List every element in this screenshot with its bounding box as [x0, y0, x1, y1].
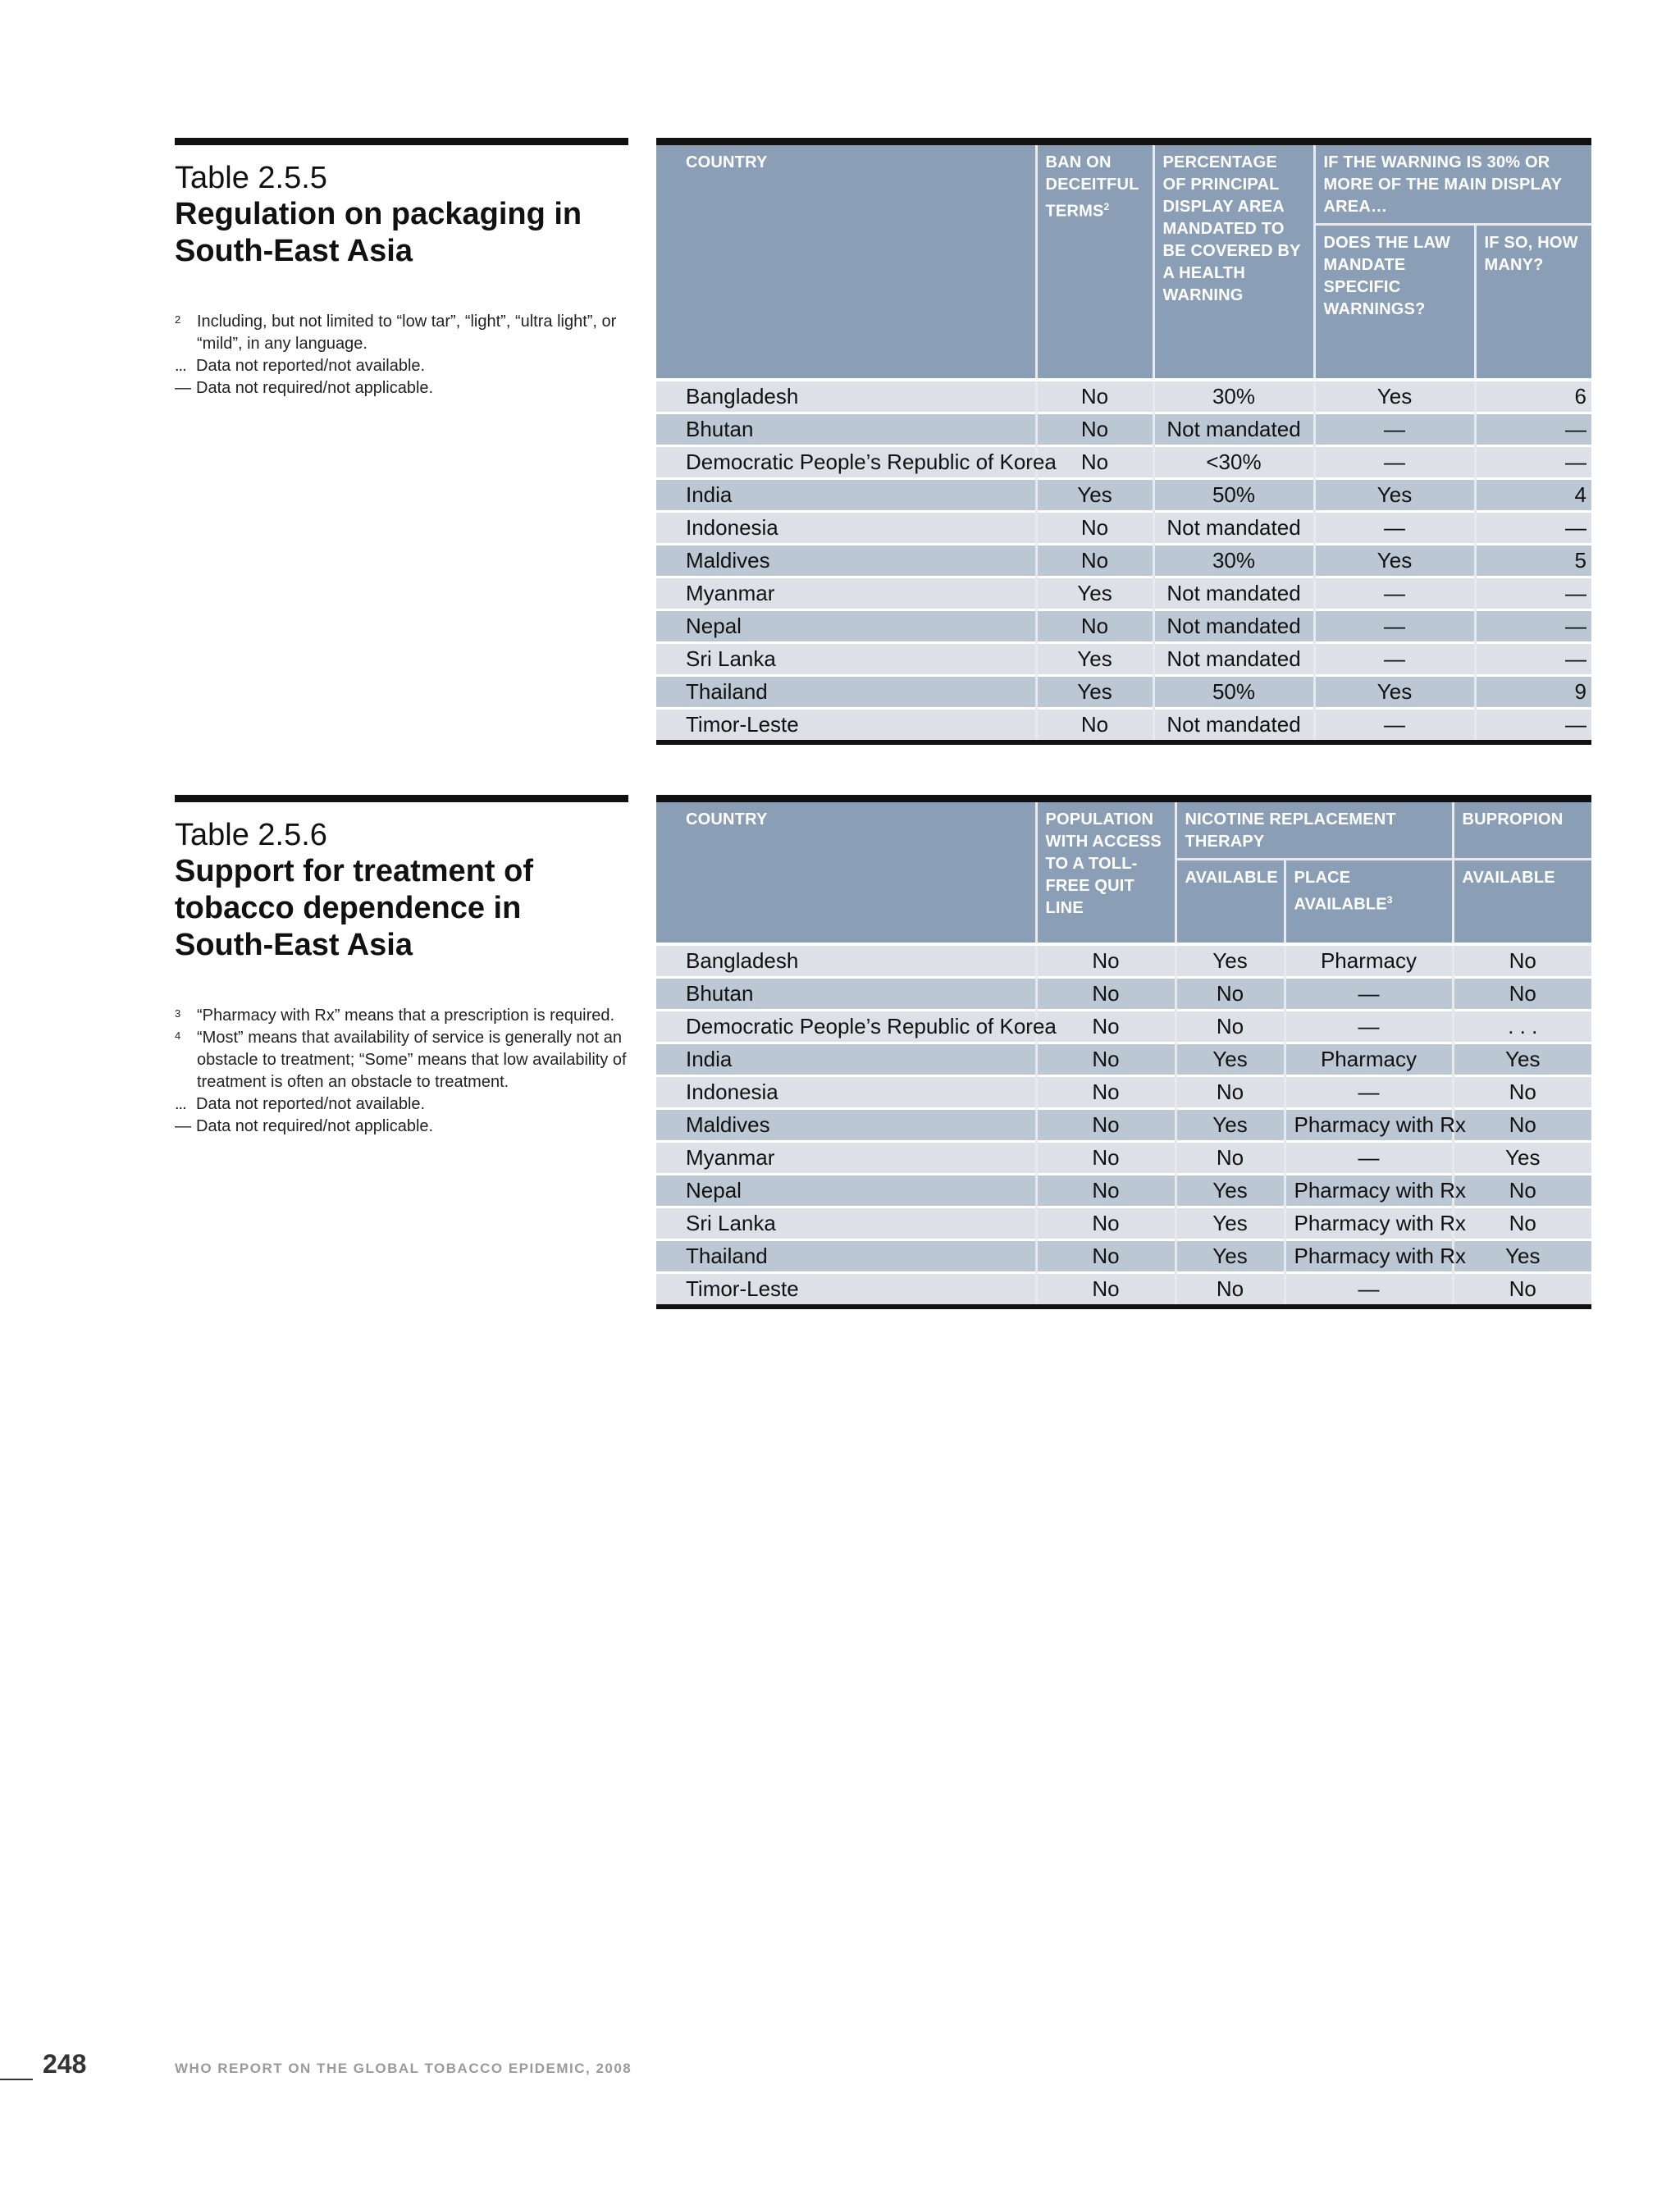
- cell-count: —: [1475, 709, 1591, 741]
- column-header-percentage: PERCENTAGE OF PRINCIPAL DISPLAY AREA MANDATED TO BE COVERED BY A HEALTH WARNING: [1153, 145, 1314, 380]
- cell-count: —: [1475, 610, 1591, 643]
- cell-bupropion: Yes: [1453, 1240, 1591, 1273]
- cell-ban: No: [1036, 380, 1153, 413]
- cell-place: Pharmacy with Rx: [1285, 1240, 1453, 1273]
- table-number: Table 2.5.6: [175, 818, 327, 852]
- cell-nrt: Yes: [1176, 1043, 1285, 1076]
- table-row: [656, 1076, 1591, 1109]
- cell-quitline: No: [1036, 944, 1176, 978]
- cell-specific: —: [1314, 446, 1475, 479]
- column-group-header-warning: IF THE WARNING IS 30% OR MORE OF THE MAIN DISPLAY AREA…: [1314, 145, 1591, 225]
- cell-country: India: [656, 1043, 1036, 1076]
- table-row: [656, 413, 1591, 446]
- cell-quitline: No: [1036, 1142, 1176, 1175]
- cell-nrt: No: [1176, 978, 1285, 1011]
- column-header-place-available: [1285, 860, 1453, 945]
- table-row: [656, 1109, 1591, 1142]
- cell-country: Bangladesh: [656, 944, 1036, 978]
- footnote-text: Data not reported/not available.: [196, 357, 426, 375]
- column-group-header-nrt: NICOTINE REPLACEMENT THERAPY: [1176, 802, 1453, 860]
- cell-bupropion: Yes: [1453, 1142, 1591, 1175]
- footnote-text: “Most” means that availability of service is generally not an obstacle to treatment; “Some” means that low availability of treatment is often an obstacle to treatment.: [197, 1029, 627, 1091]
- footnote: [175, 311, 628, 355]
- page-number: 248: [43, 2049, 87, 2079]
- footnote-mark: 2: [175, 313, 181, 326]
- cell-country: Myanmar: [656, 577, 1036, 610]
- cell-specific: —: [1314, 512, 1475, 545]
- cell-count: —: [1475, 512, 1591, 545]
- cell-specific: Yes: [1314, 676, 1475, 709]
- cell-ban: Yes: [1036, 676, 1153, 709]
- cell-count: —: [1475, 446, 1591, 479]
- table-2-5-6-caption: [175, 795, 628, 1138]
- cell-quitline: No: [1036, 1043, 1176, 1076]
- cell-bupropion: . . .: [1453, 1011, 1591, 1043]
- footnote-text: Data not reported/not available.: [196, 1095, 426, 1113]
- cell-percentage: 50%: [1153, 676, 1314, 709]
- footnote-ref: 2: [1103, 201, 1110, 212]
- cell-count: —: [1475, 577, 1591, 610]
- footnote: [175, 377, 628, 399]
- cell-place: —: [1285, 1076, 1453, 1109]
- cell-country: Indonesia: [656, 512, 1036, 545]
- cell-specific: Yes: [1314, 545, 1475, 577]
- cell-nrt: No: [1176, 1142, 1285, 1175]
- cell-percentage: Not mandated: [1153, 709, 1314, 741]
- cell-specific: —: [1314, 709, 1475, 741]
- footnote: [175, 1093, 628, 1116]
- table-row: [656, 1273, 1591, 1305]
- column-header-bupropion-available: AVAILABLE: [1453, 860, 1591, 945]
- cell-place: —: [1285, 1273, 1453, 1305]
- cell-bupropion: No: [1453, 1207, 1591, 1240]
- footnote-text: Including, but not limited to “low tar”, “light”, “ultra light”, or “mild”, in any language.: [197, 313, 617, 353]
- cell-percentage: 30%: [1153, 545, 1314, 577]
- cell-nrt: Yes: [1176, 1175, 1285, 1207]
- cell-quitline: No: [1036, 1207, 1176, 1240]
- table-row: [656, 944, 1591, 978]
- footer-rule: [0, 2079, 33, 2080]
- cell-percentage: Not mandated: [1153, 643, 1314, 676]
- cell-country: Maldives: [656, 545, 1036, 577]
- footnote-mark: 3: [175, 1007, 181, 1020]
- cell-country: Timor-Leste: [656, 1273, 1036, 1305]
- cell-place: Pharmacy with Rx: [1285, 1207, 1453, 1240]
- cell-bupropion: No: [1453, 1273, 1591, 1305]
- table-row: [656, 1207, 1591, 1240]
- cell-quitline: No: [1036, 1273, 1176, 1305]
- cell-percentage: 50%: [1153, 479, 1314, 512]
- cell-country: India: [656, 479, 1036, 512]
- cell-place: Pharmacy: [1285, 1043, 1453, 1076]
- cell-ban: No: [1036, 413, 1153, 446]
- column-header-how-many: IF SO, HOW MANY?: [1475, 225, 1591, 381]
- cell-percentage: Not mandated: [1153, 610, 1314, 643]
- cell-specific: —: [1314, 643, 1475, 676]
- cell-percentage: Not mandated: [1153, 512, 1314, 545]
- footnote-ref: 3: [1386, 894, 1393, 906]
- table-row: [656, 479, 1591, 512]
- running-title: WHO REPORT ON THE GLOBAL TOBACCO EPIDEMIC, 2008: [175, 2061, 632, 2076]
- cell-count: 5: [1475, 545, 1591, 577]
- cell-country: Myanmar: [656, 1142, 1036, 1175]
- page-footer: [0, 2049, 1680, 2082]
- cell-bupropion: No: [1453, 978, 1591, 1011]
- column-header-ban: [1036, 145, 1153, 380]
- cell-quitline: No: [1036, 978, 1176, 1011]
- cell-specific: —: [1314, 577, 1475, 610]
- cell-nrt: Yes: [1176, 1240, 1285, 1273]
- cell-country: Bhutan: [656, 413, 1036, 446]
- cell-nrt: Yes: [1176, 1207, 1285, 1240]
- cell-nrt: Yes: [1176, 1109, 1285, 1142]
- table-row: [656, 1240, 1591, 1273]
- footnote-text: Data not required/not applicable.: [196, 1117, 434, 1135]
- treatment-support-table: [656, 795, 1591, 1309]
- footnote: [175, 1027, 628, 1093]
- table-row: [656, 1142, 1591, 1175]
- cell-country: Indonesia: [656, 1076, 1036, 1109]
- column-header-country: COUNTRY: [656, 802, 1036, 944]
- column-header-specific-warnings: DOES THE LAW MANDATE SPECIFIC WARNINGS?: [1314, 225, 1475, 381]
- footnote-mark: ...: [175, 357, 186, 375]
- table-notes: [175, 311, 628, 399]
- cell-count: —: [1475, 643, 1591, 676]
- footnote-text: “Pharmacy with Rx” means that a prescription is required.: [197, 1006, 615, 1025]
- table-row: [656, 1011, 1591, 1043]
- cell-country: Thailand: [656, 1240, 1036, 1273]
- cell-ban: Yes: [1036, 643, 1153, 676]
- cell-country: Sri Lanka: [656, 1207, 1036, 1240]
- cell-country: Nepal: [656, 1175, 1036, 1207]
- table-row: [656, 380, 1591, 413]
- footnote: [175, 1005, 628, 1027]
- cell-quitline: No: [1036, 1011, 1176, 1043]
- cell-nrt: No: [1176, 1011, 1285, 1043]
- cell-quitline: No: [1036, 1109, 1176, 1142]
- cell-place: Pharmacy with Rx: [1285, 1109, 1453, 1142]
- cell-quitline: No: [1036, 1240, 1176, 1273]
- column-header-quitline: POPULATION WITH ACCESS TO A TOLL-FREE QUIT LINE: [1036, 802, 1176, 944]
- cell-place: Pharmacy with Rx: [1285, 1175, 1453, 1207]
- table-row: [656, 1043, 1591, 1076]
- table-2-5-5-caption: [175, 138, 628, 399]
- cell-country: Democratic People’s Republic of Korea: [656, 446, 1036, 479]
- cell-country: Democratic People’s Republic of Korea: [656, 1011, 1036, 1043]
- table-title: Support for treatment of tobacco dependence in South-East Asia: [175, 854, 533, 962]
- cell-percentage: 30%: [1153, 380, 1314, 413]
- cell-bupropion: No: [1453, 1109, 1591, 1142]
- table-row: [656, 446, 1591, 479]
- cell-ban: No: [1036, 446, 1153, 479]
- cell-nrt: Yes: [1176, 944, 1285, 978]
- cell-count: 6: [1475, 380, 1591, 413]
- cell-place: —: [1285, 1011, 1453, 1043]
- footnote-mark: ...: [175, 1095, 186, 1113]
- cell-ban: No: [1036, 610, 1153, 643]
- cell-specific: —: [1314, 610, 1475, 643]
- cell-place: Pharmacy: [1285, 944, 1453, 978]
- table-row: [656, 643, 1591, 676]
- cell-bupropion: Yes: [1453, 1043, 1591, 1076]
- caption-rule: [175, 795, 628, 802]
- table-row: [656, 676, 1591, 709]
- cell-country: Timor-Leste: [656, 709, 1036, 741]
- cell-bupropion: No: [1453, 1076, 1591, 1109]
- cell-ban: Yes: [1036, 479, 1153, 512]
- cell-bupropion: No: [1453, 1175, 1591, 1207]
- table-row: [656, 545, 1591, 577]
- table-number: Table 2.5.5: [175, 161, 327, 195]
- table-notes: [175, 1005, 628, 1138]
- header-text: PLACE AVAILABLE: [1294, 869, 1387, 914]
- cell-percentage: Not mandated: [1153, 577, 1314, 610]
- table-title: Regulation on packaging in South-East Asia: [175, 197, 582, 268]
- cell-place: —: [1285, 978, 1453, 1011]
- cell-specific: —: [1314, 413, 1475, 446]
- column-group-header-bupropion: BUPROPION: [1453, 802, 1591, 860]
- table-row: [656, 577, 1591, 610]
- packaging-regulation-table: [656, 138, 1591, 745]
- cell-specific: Yes: [1314, 479, 1475, 512]
- table-row: [656, 1175, 1591, 1207]
- footnote-mark: —: [175, 379, 191, 397]
- footnote-mark: 4: [175, 1029, 181, 1042]
- footnote: [175, 1116, 628, 1138]
- table-row: [656, 512, 1591, 545]
- cell-country: Nepal: [656, 610, 1036, 643]
- cell-count: —: [1475, 413, 1591, 446]
- column-header-nrt-available: AVAILABLE: [1176, 860, 1285, 945]
- footnote-mark: —: [175, 1117, 191, 1135]
- cell-ban: No: [1036, 512, 1153, 545]
- table-row: [656, 610, 1591, 643]
- cell-country: Bhutan: [656, 978, 1036, 1011]
- table-row: [656, 978, 1591, 1011]
- cell-country: Bangladesh: [656, 380, 1036, 413]
- table-row: [656, 709, 1591, 741]
- cell-bupropion: No: [1453, 944, 1591, 978]
- cell-country: Thailand: [656, 676, 1036, 709]
- cell-ban: No: [1036, 709, 1153, 741]
- column-header-country: COUNTRY: [656, 145, 1036, 380]
- cell-percentage: <30%: [1153, 446, 1314, 479]
- caption-rule: [175, 138, 628, 145]
- cell-quitline: No: [1036, 1175, 1176, 1207]
- footnote-text: Data not required/not applicable.: [196, 379, 434, 397]
- cell-percentage: Not mandated: [1153, 413, 1314, 446]
- cell-nrt: No: [1176, 1273, 1285, 1305]
- cell-ban: Yes: [1036, 577, 1153, 610]
- cell-count: 9: [1475, 676, 1591, 709]
- header-text: BAN ON DECEITFUL TERMS: [1045, 153, 1139, 221]
- cell-country: Maldives: [656, 1109, 1036, 1142]
- footnote: [175, 355, 628, 377]
- cell-place: —: [1285, 1142, 1453, 1175]
- cell-nrt: No: [1176, 1076, 1285, 1109]
- cell-quitline: No: [1036, 1076, 1176, 1109]
- cell-country: Sri Lanka: [656, 643, 1036, 676]
- cell-ban: No: [1036, 545, 1153, 577]
- cell-count: 4: [1475, 479, 1591, 512]
- cell-specific: Yes: [1314, 380, 1475, 413]
